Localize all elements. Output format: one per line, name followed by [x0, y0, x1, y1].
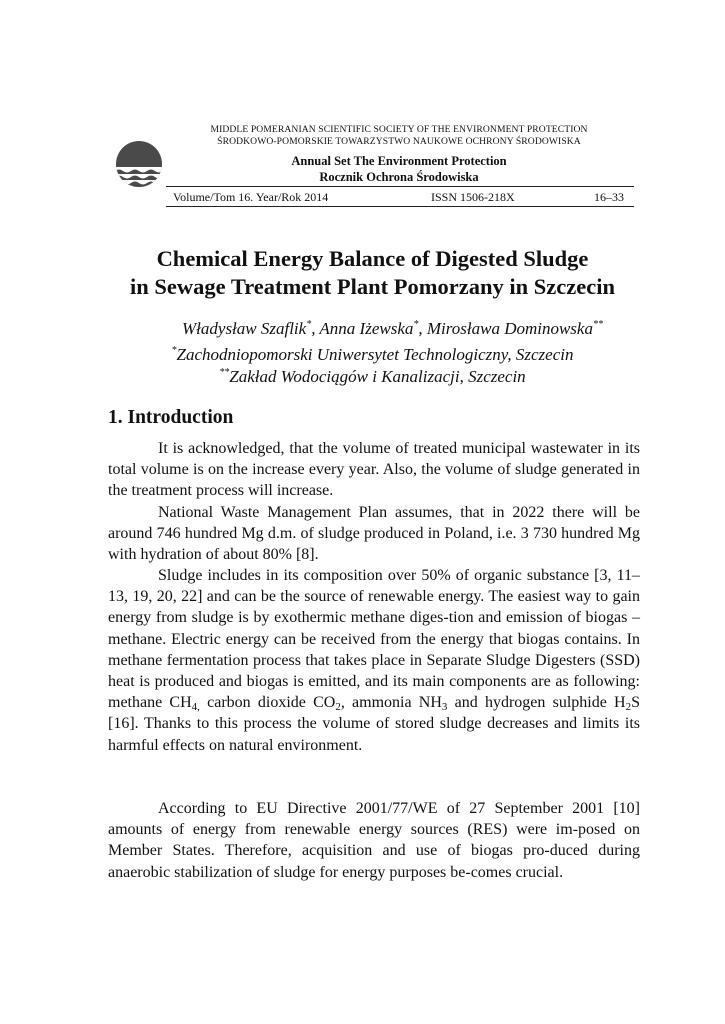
page-range: 16–33	[594, 190, 624, 204]
paragraph-text	[108, 565, 640, 756]
society-name-en: MIDDLE POMERANIAN SCIENTIFIC SOCIETY OF THE ENVIRONMENT PROTECTION	[210, 124, 588, 135]
affiliation-2	[60, 366, 685, 387]
author-separator: ,	[418, 319, 427, 338]
affiliation-mark: **	[219, 367, 230, 378]
society-name-pl: ŚRODKOWO-POMORSKIE TOWARZYSTWO NAUKOWE OCHRONY ŚRODOWISKA	[217, 136, 581, 147]
chem-subscript: 3	[441, 701, 448, 714]
paragraph-segment: Sludge includes in its composition over 50% of organic substance [3, 11–13, 19, 20, 22] and can be the source of renewable energy. The easiest way to gain energy from sludge is by exothermic methane diges-tion and emission of biogas – methane. Electric energy can be received from the energy that biogas contains. In methane fermentation process that takes place in Separate Sludge Digesters (SSD) heat is produced and biogas is emitted, and its main components are as following: methane CH	[108, 567, 640, 712]
paragraph-text: National Waste Management Plan assumes, that in 2022 there will be around 746 hundred Mg d.m. of sludge produced in Poland, i.e. 3 730 hundred Mg with hydration of about 80% [8].	[108, 504, 640, 564]
section-heading: 1. Introduction	[108, 407, 234, 428]
chem-subscript: 2	[335, 701, 341, 714]
article-title-line2: in Sewage Treatment Plant Pomorzany in Szczecin	[130, 274, 615, 299]
paragraph-segment: , ammonia NH	[340, 694, 442, 712]
affiliation-mark: *	[413, 319, 419, 330]
paragraph-text: According to EU Directive 2001/77/WE of 27 September 2001 [10] amounts of energy from renewable energy sources (RES) were im-posed on Member States. Therefore, acquisition and use of biogas pro-duced during anaerobic stabilization of sludge for energy purposes be-comes crucial.	[108, 800, 640, 881]
body-paragraph	[108, 438, 640, 502]
header-rule-top	[166, 186, 634, 187]
paragraph-text: It is acknowledged, that the volume of treated municipal wastewater in its total volume is on the increase every year. Also, the volume of sludge generated in the treatment process will increase.	[108, 440, 640, 500]
affiliation-1	[60, 344, 685, 365]
author-separator: ,	[311, 319, 320, 338]
author-name: Anna Iżewska	[319, 319, 414, 338]
journal-title-pl: Rocznik Ochrona Środowiska	[319, 170, 479, 184]
chem-subscript: 2	[625, 701, 632, 714]
chem-subscript: 4,	[191, 701, 200, 714]
journal-title-en: Annual Set The Environment Protection	[291, 154, 507, 168]
body-paragraph	[108, 502, 640, 566]
society-logo-icon	[115, 140, 163, 188]
author-list	[80, 318, 705, 339]
body-paragraph	[108, 565, 640, 756]
author-name: Władysław Szaflik	[182, 319, 307, 338]
author-name: Mirosława Dominowska	[426, 319, 593, 338]
body-paragraph	[108, 798, 640, 883]
paragraph-segment: S [16]. Thanks to this process the volume of stored sludge decreases and limits its harmful effects on natural environment.	[108, 694, 641, 754]
affiliation-mark: **	[592, 319, 603, 330]
volume-year: Volume/Tom 16. Year/Rok 2014	[173, 190, 329, 204]
article-title-line1: Chemical Energy Balance of Digested Sludge	[156, 246, 589, 271]
header-rule-bottom	[166, 206, 634, 207]
affiliation-text: Zachodniopomorski Uniwersytet Technologiczny, Szczecin	[176, 345, 574, 364]
paragraph-segment: carbon dioxide CO	[199, 694, 336, 712]
issn: ISSN 1506-218X	[431, 190, 515, 204]
affiliation-text: Zakład Wodociągów i Kanalizacji, Szczecin	[229, 367, 526, 386]
affiliation-mark: *	[306, 319, 312, 330]
paragraph-segment: and hydrogen sulphide H	[447, 694, 626, 712]
affiliation-mark: *	[171, 345, 177, 356]
